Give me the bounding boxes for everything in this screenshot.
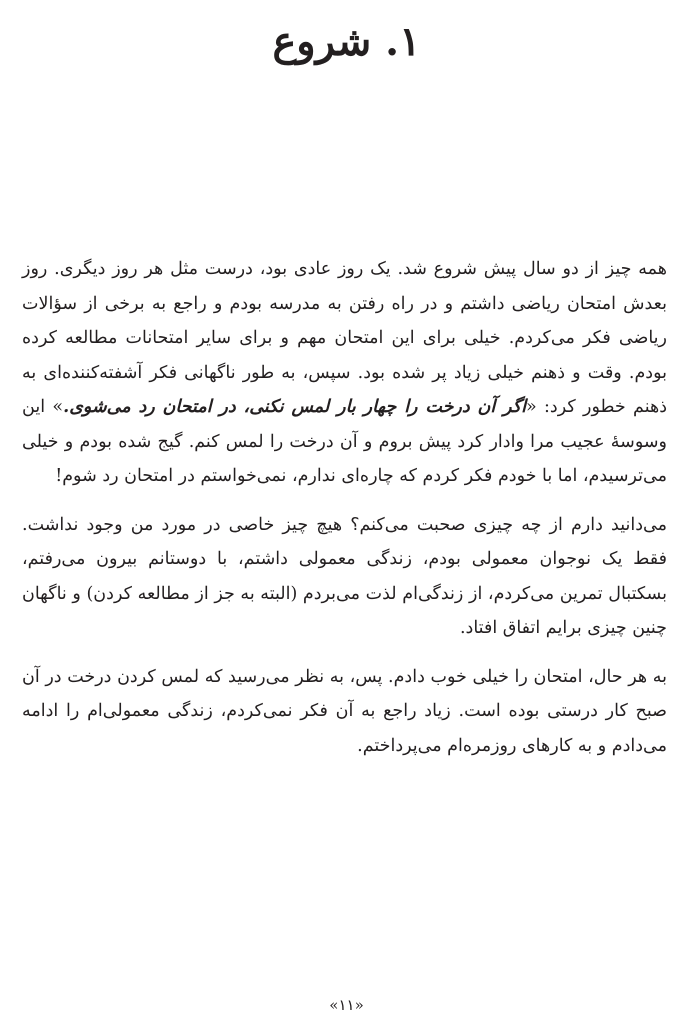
paragraph-1-intro: همه چیز از دو سال پیش شروع شد. یک روز عادی بود، درست مثل هر روز دیگری. روز بعدش امتحان ریاضی داشتم و در راه رفتن به مدرسه بودم و راجع به برخی از سؤالات ریاضی فکر می‌کردم. خیلی برای این امتحان مهم و برای سایر امتحانات مطالعه کرده بودم. وقت و ذهنم خیلی زیاد پر شده بود. سپس، به طور ناگهانی فکر آشفته‌کننده‌ای به ذهنم خطور کرد: « (22, 259, 667, 417)
paragraph-1-outro: » این وسوسهٔ عجیب مرا وادار کرد پیش بروم و آن درخت را لمس کنم. گیج شده بودم و خیلی می‌ترسیدم، اما با خودم فکر کردم که چاره‌ای ندارم، نمی‌خواستم در امتحان رد شوم! (22, 397, 667, 486)
chapter-title: ۱. شروع (272, 18, 421, 65)
page-number: «۱۱» (329, 996, 364, 1014)
paragraph-2: می‌دانید دارم از چه چیزی صحبت می‌کنم؟ هیچ چیز خاصی در مورد من وجود نداشت. فقط یک نوجوان معمولی بودم، زندگی معمولی داشتم، با دوستانم بیرون می‌رفتم، بسکتبال تمرین می‌کردم، از زندگی‌ام لذت می‌بردم (البته به جز از مطالعه کردن) و ناگهان چنین چیزی برایم اتفاق افتاد. (22, 514, 667, 638)
chapter-body (22, 252, 667, 777)
intrusive-thought-quote: اگر آن درخت را چهار بار لمس نکنی، در امتحان رد می‌شوی. (63, 397, 526, 417)
paragraph-3: به هر حال، امتحان را خیلی خوب دادم. پس، به نظر می‌رسید که لمس کردن درخت در آن صبح کار درستی بوده است. زیاد راجع به آن فکر نمی‌کردم، زندگی معمولی‌ام را ادامه می‌دادم و به کارهای روزمره‌ام می‌پرداختم. (22, 666, 667, 756)
paragraph-1 (22, 252, 667, 494)
